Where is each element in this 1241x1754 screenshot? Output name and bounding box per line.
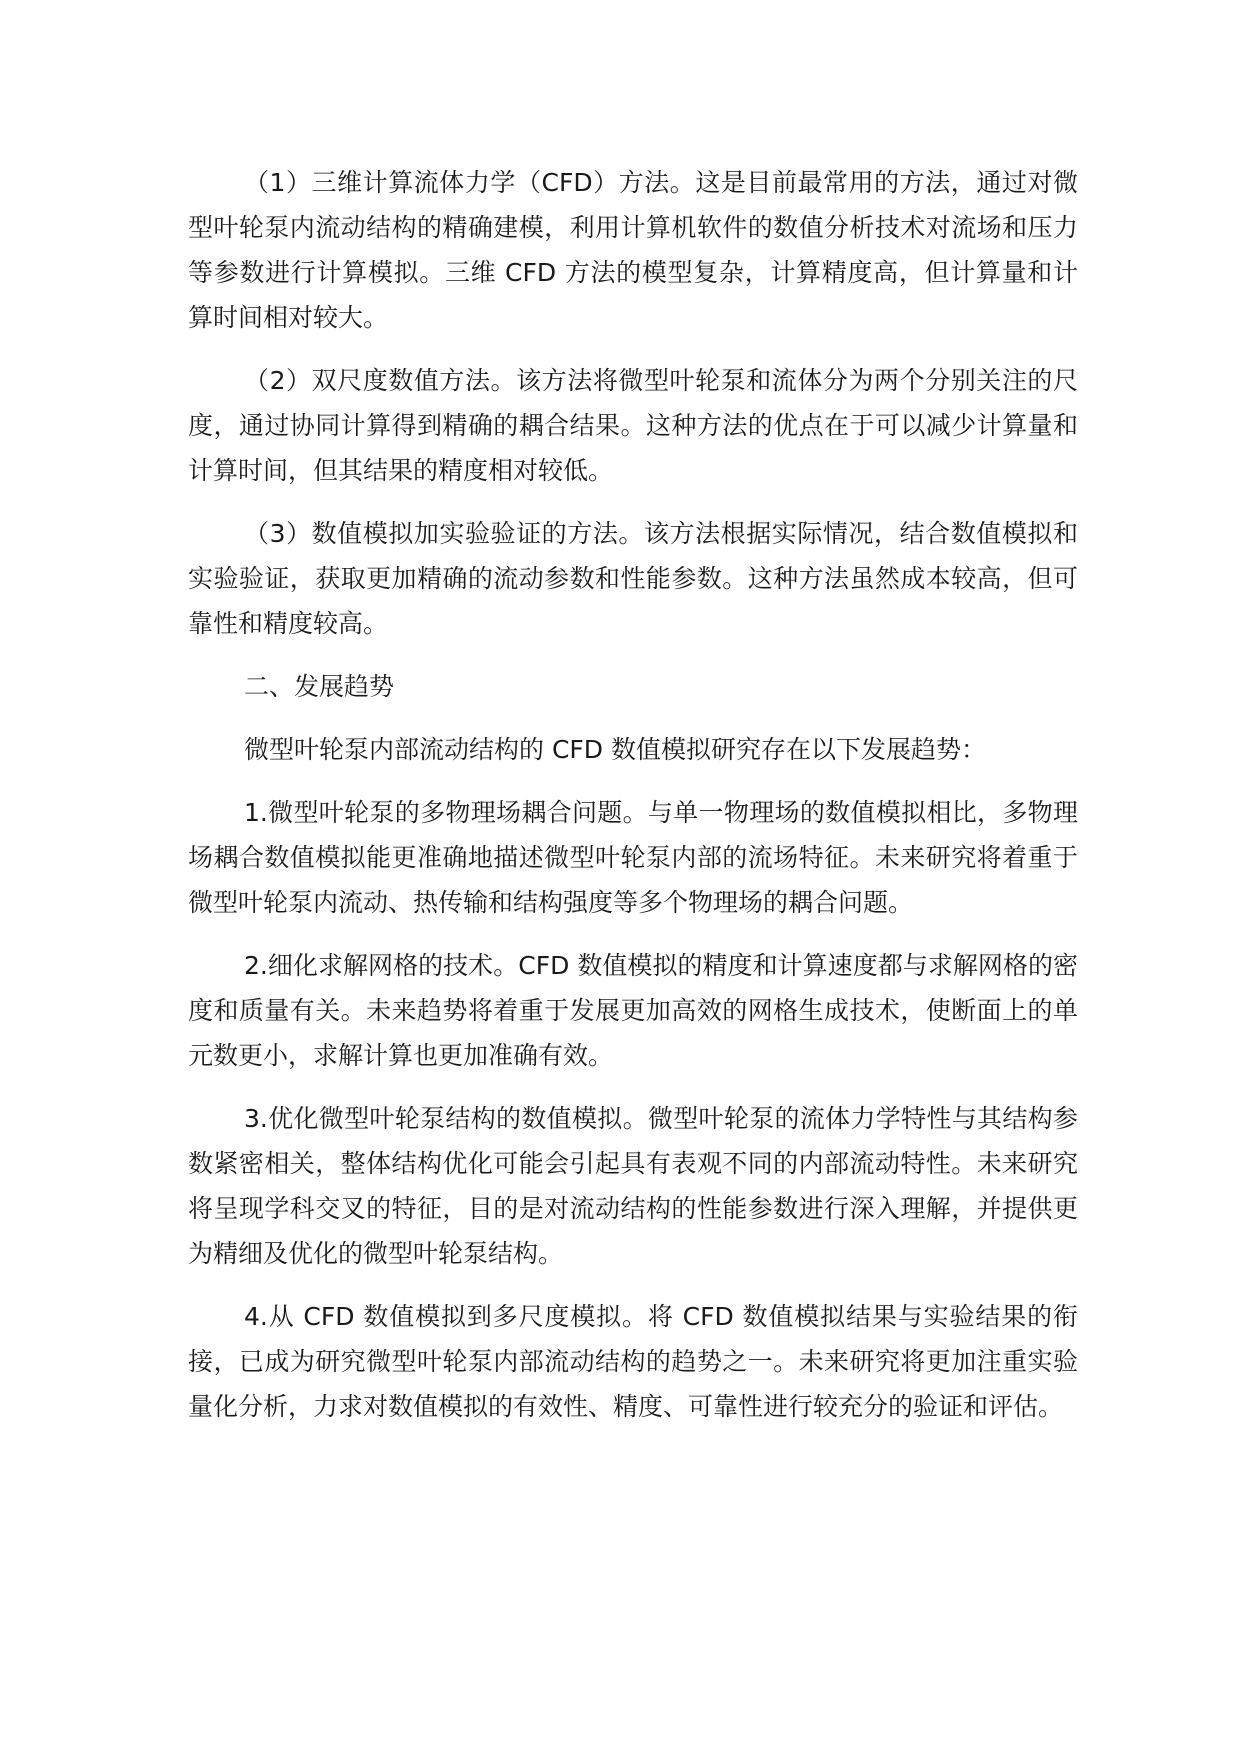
trends-intro-paragraph: 微型叶轮泵内部流动结构的 CFD 数值模拟研究存在以下发展趋势： [244, 735, 986, 764]
trend-paragraph-4: 4.从 CFD 数值模拟到多尺度模拟。将 CFD 数值模拟结果与实验结果的衔接，已成为研究微型叶轮泵内部流动结构的趋势之一。未来研究将更加注重实验量化分析，力求对数值模拟的有效性、精度、可靠性进行较充分的验证和评估。 [188, 1302, 1078, 1421]
method-paragraph-3: （3）数值模拟加实验验证的方法。该方法根据实际情况，结合数值模拟和实验验证，获取更加精确的流动参数和性能参数。这种方法虽然成本较高，但可靠性和精度较高。 [188, 519, 1078, 638]
method-paragraph-1: （1）三维计算流体力学（CFD）方法。这是目前最常用的方法，通过对微型叶轮泵内流动结构的精确建模，利用计算机软件的数值分析技术对流场和压力等参数进行计算模拟。三维 CFD 方法的模型复杂，计算精度高，但计算量和计算时间相对较大。 [188, 168, 1078, 332]
section-heading: 二、发展趋势 [244, 672, 395, 701]
document-body [188, 160, 1078, 1447]
trend-paragraph-2: 2.细化求解网格的技术。CFD 数值模拟的精度和计算速度都与求解网格的密度和质量有关。未来趋势将着重于发展更加高效的网格生成技术，使断面上的单元数更小，求解计算也更加准确有效。 [188, 951, 1078, 1070]
trend-paragraph-1: 1.微型叶轮泵的多物理场耦合问题。与单一物理场的数值模拟相比，多物理场耦合数值模拟能更准确地描述微型叶轮泵内部的流场特征。未来研究将着重于微型叶轮泵内流动、热传输和结构强度等多个物理场的耦合问题。 [188, 798, 1078, 917]
trend-paragraph-3: 3.优化微型叶轮泵结构的数值模拟。微型叶轮泵的流体力学特性与其结构参数紧密相关，整体结构优化可能会引起具有表观不同的内部流动特性。未来研究将呈现学科交叉的特征，目的是对流动结构的性能参数进行深入理解，并提供更为精细及优化的微型叶轮泵结构。 [188, 1104, 1078, 1268]
method-paragraph-2: （2）双尺度数值方法。该方法将微型叶轮泵和流体分为两个分别关注的尺度，通过协同计算得到精确的耦合结果。这种方法的优点在于可以减少计算量和计算时间，但其结果的精度相对较低。 [188, 366, 1078, 485]
